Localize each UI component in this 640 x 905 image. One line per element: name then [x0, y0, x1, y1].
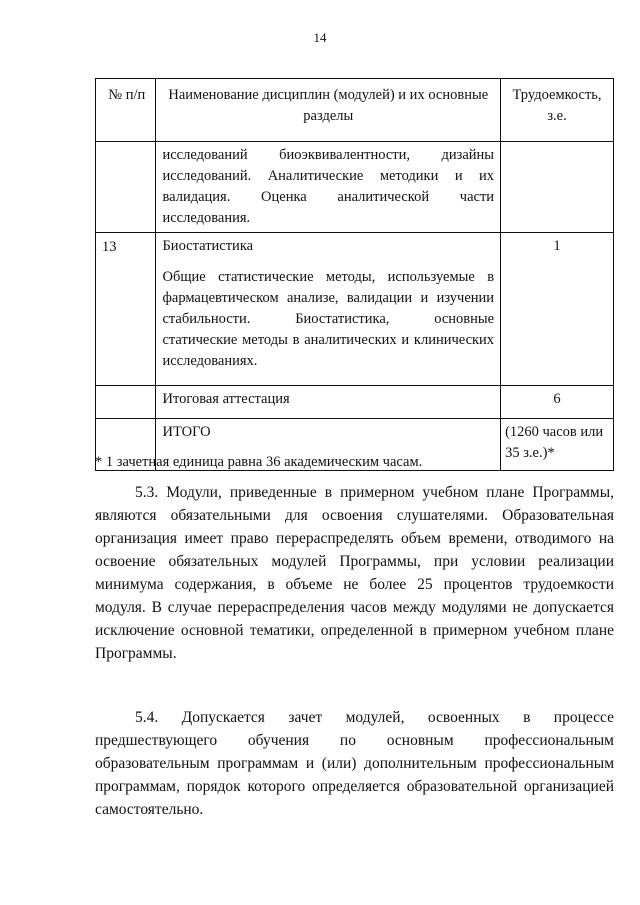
footnote: * 1 зачетная единица равна 36 академическим часам. [95, 454, 423, 470]
cell-hours-13: 1 [501, 233, 614, 386]
module-title: Биостатистика [162, 238, 254, 254]
text-line: исследованиях. [162, 353, 258, 369]
paragraph-line: самостоятельно. [95, 801, 204, 818]
text-line: Общие статистические методы, используемые в [162, 269, 495, 285]
cell-total: ИТОГО [156, 419, 501, 471]
paragraph-5-4 [95, 706, 614, 821]
paragraph-5-3 [95, 481, 614, 665]
table-row-continuation [96, 142, 614, 233]
text-line: стабильности. Биостатистика, основные [162, 311, 495, 327]
header-hours-line1: Трудоемкость, [512, 87, 602, 103]
paragraph-line: организация имеет право перераспределять объем времени, отводимого на [95, 530, 614, 547]
text-line: статические методы в аналитических и клинических [162, 332, 495, 348]
paragraph-line: модуля. В случае перераспределения часов между модулями не допускается [95, 599, 614, 616]
text-line: исследований биоэквивалентности, дизайны [162, 147, 495, 163]
total-hours-line1: (1260 часов или [505, 424, 604, 440]
cell-hours-empty [501, 142, 614, 233]
cell-hours-total [501, 419, 614, 471]
text-line: фармацевтическом анализе, валидации и изучении [162, 290, 495, 306]
header-name-line1: Наименование дисциплин (модулей) и их основные [168, 87, 489, 103]
text-line: валидация. Оценка аналитической части [162, 189, 495, 205]
cell-biostatistics [156, 233, 501, 386]
total-hours-line2: 35 з.е.)* [505, 445, 555, 461]
paragraph-line: предшествующего обучения по основным профессиональным [95, 732, 614, 749]
cell-hours-attestation: 6 [501, 386, 614, 419]
curriculum-table [95, 78, 614, 471]
header-name-line2: разделы [303, 108, 354, 124]
paragraph-line: Программы. [95, 645, 177, 662]
paragraph-line: исключение основной тематики, определенной в примерном учебном плане [95, 622, 614, 639]
cell-num-empty [96, 142, 156, 233]
header-name [156, 79, 501, 142]
text-line: исследования. [162, 210, 251, 226]
table-row-13 [96, 233, 614, 386]
page-number: 14 [313, 30, 327, 45]
cell-num-13: 13 [96, 233, 156, 386]
text-line: исследований. Аналитические методики и их [162, 168, 495, 184]
paragraph-line: являются обязательными для освоения слушателями. Образовательная [95, 507, 614, 524]
paragraph-line: программам, порядок которого определяется образовательной организацией [95, 778, 614, 795]
table-header-row [96, 79, 614, 142]
cell-continuation-text [156, 142, 501, 233]
header-hours [501, 79, 614, 142]
paragraph-line: образовательным программам и (или) дополнительным профессиональным [95, 755, 614, 772]
paragraph-line: 5.3. Модули, приведенные в примерном учебном плане Программы, [135, 484, 614, 501]
table-row-attestation [96, 386, 614, 419]
cell-attestation: Итоговая аттестация [156, 386, 501, 419]
cell-num-empty [96, 386, 156, 419]
header-num: № п/п [96, 79, 156, 142]
paragraph-line: 5.4. Допускается зачет модулей, освоенных в процессе [135, 709, 614, 726]
header-hours-line2: з.е. [547, 108, 567, 124]
paragraph-line: минимума содержания, в объеме не более 25 процентов трудоемкости [95, 576, 614, 593]
paragraph-line: освоение обязательных модулей Программы, при условии реализации [95, 553, 614, 570]
